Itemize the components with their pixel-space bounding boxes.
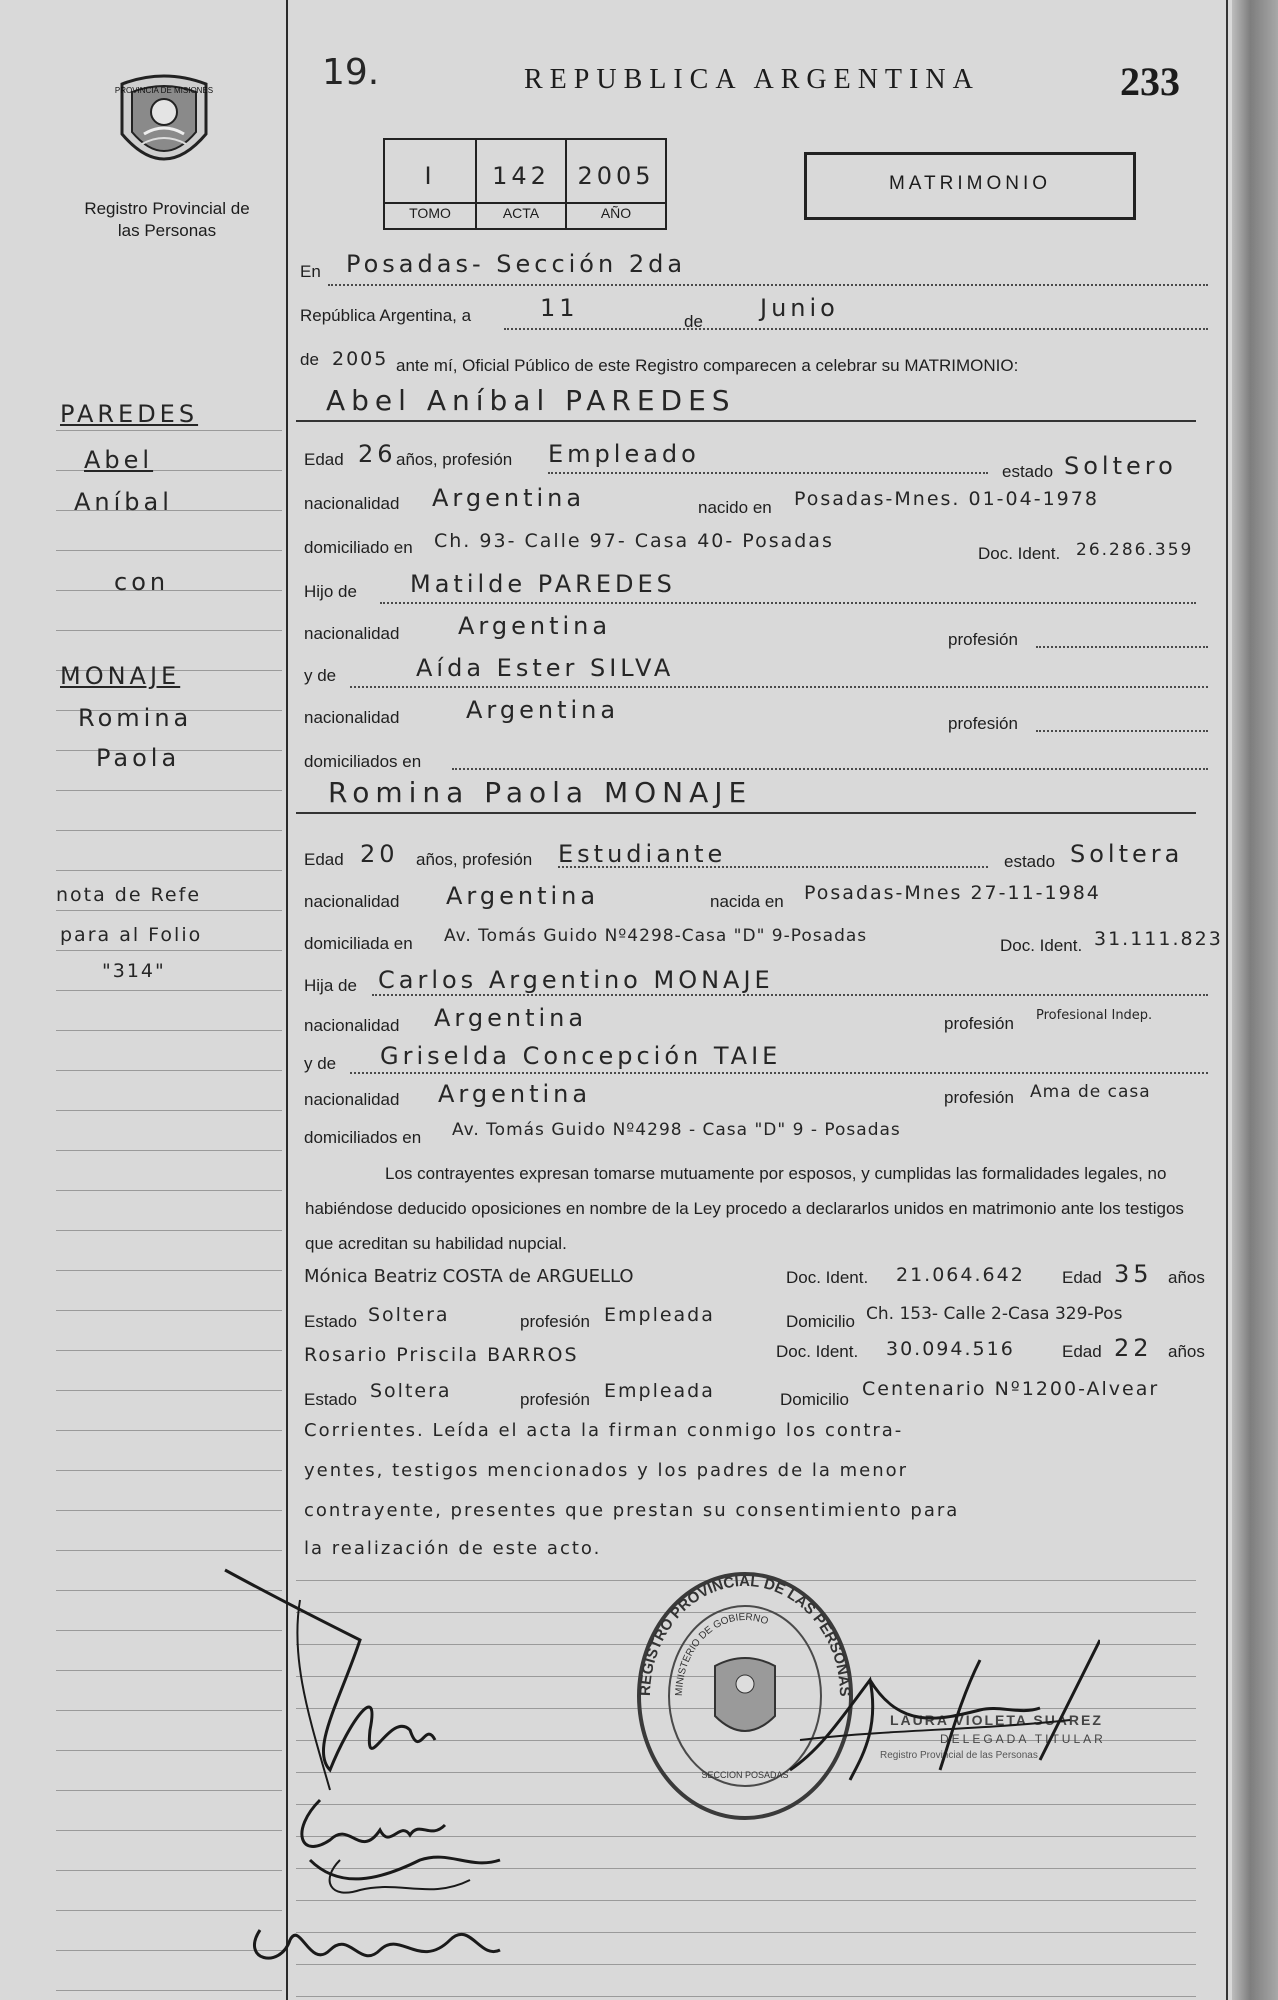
margin-surname-1: PAREDES — [60, 400, 199, 428]
margin-rule — [56, 1230, 282, 1231]
closing-line-1: Corrientes. Leída el acta la firman conmigo los contra- — [304, 1420, 904, 1441]
witness2-edad-label: Edad — [1062, 1342, 1102, 1361]
bride-hija-label: Hija de — [304, 976, 357, 995]
witness1-edad: 35 — [1114, 1260, 1153, 1288]
margin-rule — [56, 950, 282, 951]
groom-domiciliados-label: domiciliados en — [304, 752, 422, 771]
witness1-estado-label: Estado — [304, 1312, 357, 1331]
officer-name: LAURA VIOLETA SUAREZ — [890, 1712, 1103, 1728]
day-value: 11 — [540, 294, 579, 322]
bride-madre-nac: Argentina — [438, 1080, 592, 1108]
groom-padre-prof-label: profesión — [948, 630, 1018, 649]
tomo-label: TOMO — [409, 205, 451, 221]
bride-madre: Griselda Concepción TAIE — [380, 1042, 782, 1070]
groom-padre-nac-label: nacionalidad — [304, 624, 400, 643]
witness1-estado: Soltera — [368, 1304, 450, 1326]
margin-name-2b: Paola — [96, 744, 181, 772]
margin-rule — [56, 1470, 282, 1471]
bride-nac: Argentina — [446, 882, 600, 910]
witness2-doc-label: Doc. Ident. — [776, 1342, 859, 1361]
officer-subtitle: Registro Provincial de las Personas — [880, 1750, 1038, 1761]
bottom-rule — [296, 1996, 1196, 1997]
stamp-inner-text: MINISTERIO DE GOBIERNO — [673, 1611, 770, 1697]
bride-domiciliados-label: domiciliados en — [304, 1128, 422, 1147]
document-type: MATRIMONIO — [888, 173, 1052, 194]
witness1-anos-label: años — [1168, 1268, 1205, 1287]
margin-con: con — [114, 568, 170, 596]
tomo-value: I — [424, 162, 436, 190]
groom-profesion: Empleado — [548, 440, 700, 468]
closing-line-3: contrayente, presentes que prestan su consentimiento para — [304, 1500, 960, 1521]
bride-doc-label: Doc. Ident. — [1000, 936, 1083, 955]
bride-domiciliados: Av. Tomás Guido Nº4298 - Casa "D" 9 - Posadas — [452, 1120, 901, 1140]
acta-label: ACTA — [502, 205, 540, 221]
margin-rule — [56, 1070, 282, 1071]
margin-surname-2: MONAJE — [60, 662, 181, 690]
de-label: de — [684, 312, 703, 331]
officer-signature — [780, 1620, 1100, 1800]
margin-rule — [56, 1150, 282, 1151]
anio-value: 2005 — [577, 162, 655, 190]
groom-estado: Soltero — [1064, 452, 1177, 480]
groom-nacido: Posadas-Mnes. 01-04-1978 — [794, 488, 1099, 510]
bride-madre-prof: Ama de casa — [1030, 1082, 1151, 1102]
officer-title: DELEGADA TITULAR — [940, 1732, 1106, 1746]
groom-yde-label: y de — [304, 666, 337, 685]
stamp-round-text: REGISTRO PROVINCIAL DE LAS PERSONAS — [636, 1572, 854, 1697]
margin-rule — [56, 430, 282, 431]
acta-value: 142 — [492, 162, 550, 190]
bride-madre-prof-label: profesión — [944, 1088, 1014, 1107]
en-label: En — [300, 262, 321, 281]
margin-note-2: para al Folio — [60, 924, 203, 946]
bride-edad-label: Edad — [304, 850, 344, 869]
declaration-text: Los contrayentes expresan tomarse mutuamente por esposos, y cumplidas las formalidades legales, no habiéndose deducido oposiciones en nombre de la Ley procedo a declararlos unidos en matrimonio ante los testigos que acreditan su habilidad nupcial. — [305, 1164, 1184, 1253]
signatures-area — [220, 1560, 600, 1980]
margin-rule — [56, 1190, 282, 1191]
witness2-anos-label: años — [1168, 1342, 1205, 1361]
registry-reference-box — [383, 138, 667, 230]
witness2-edad: 22 — [1114, 1334, 1153, 1362]
margin-rule — [56, 790, 282, 791]
witness1-prof-label: profesión — [520, 1312, 590, 1331]
groom-madre-nac: Argentina — [466, 696, 620, 724]
year-prefix: de — [300, 350, 319, 369]
groom-nac-label: nacionalidad — [304, 494, 400, 513]
margin-rule — [56, 1110, 282, 1111]
groom-edad-label: Edad — [304, 450, 344, 469]
witness2-name: Rosario Priscila BARROS — [304, 1344, 579, 1366]
bride-nac-label: nacionalidad — [304, 892, 400, 911]
margin-rule — [56, 1350, 282, 1351]
margin-rule — [56, 870, 282, 871]
closing-line-2: yentes, testigos mencionados y los padres de la menor — [304, 1460, 909, 1481]
margin-note-1: nota de Refe — [56, 884, 202, 906]
witness2-doc: 30.094.516 — [886, 1338, 1015, 1360]
margin-rule — [56, 1270, 282, 1271]
bride-full-name: Romina Paola MONAJE — [328, 776, 753, 809]
groom-estado-label: estado — [1002, 462, 1054, 481]
witness1-edad-label: Edad — [1062, 1268, 1102, 1287]
bride-nacida: Posadas-Mnes 27-11-1984 — [804, 882, 1101, 904]
groom-nac: Argentina — [432, 484, 586, 512]
bride-estado-label: estado — [1004, 852, 1056, 871]
witness1-doc-label: Doc. Ident. — [786, 1268, 869, 1287]
svg-text:PROVINCIA DE MISIONES: PROVINCIA DE MISIONES — [114, 86, 214, 95]
bride-yde-label: y de — [304, 1054, 337, 1073]
bride-dom: Av. Tomás Guido Nº4298-Casa "D" 9-Posadas — [444, 926, 868, 946]
page-number: 233 — [1120, 59, 1180, 104]
bride-padre-prof: Profesional Indep. — [1036, 1008, 1153, 1023]
margin-rule — [56, 1510, 282, 1511]
groom-madre: Aída Ester SILVA — [416, 654, 675, 682]
document-type-box — [804, 152, 1136, 220]
witness2-dom-label: Domicilio — [780, 1390, 849, 1409]
groom-edad: 26 — [358, 440, 397, 468]
folio-mark: 19. — [322, 52, 380, 93]
witness2-domicilio: Centenario Nº1200-Alvear — [862, 1378, 1160, 1400]
registry-name: Registro Provincial de las Personas — [84, 199, 250, 240]
groom-padre-nac: Argentina — [458, 612, 612, 640]
witness1-name: Mónica Beatriz COSTA de ARGUELLO — [304, 1266, 634, 1287]
bride-anos-profesion-label: años, profesión — [416, 850, 533, 869]
witness2-estado: Soltera — [370, 1380, 452, 1402]
groom-hijo-label: Hijo de — [304, 582, 357, 601]
bride-profesion: Estudiante — [558, 840, 727, 868]
margin-rule — [56, 1310, 282, 1311]
groom-doc-label: Doc. Ident. — [978, 544, 1061, 563]
groom-full-name: Abel Aníbal PAREDES — [326, 384, 736, 417]
margin-rule — [56, 1430, 282, 1431]
witness1-dom-label: Domicilio — [786, 1312, 855, 1331]
groom-nacido-label: nacido en — [698, 498, 772, 517]
margin-rule — [56, 1550, 282, 1551]
margin-rule — [56, 550, 282, 551]
bride-doc: 31.111.823 — [1094, 928, 1223, 950]
book-edge — [1232, 0, 1278, 2000]
groom-madre-nac-label: nacionalidad — [304, 708, 400, 727]
margin-rule — [56, 910, 282, 911]
margin-name-2a: Romina — [78, 704, 193, 732]
republica-label: República Argentina, a — [300, 306, 472, 325]
margin-note-3: "314" — [102, 960, 166, 982]
right-border — [1226, 0, 1228, 2000]
witness1-domicilio: Ch. 153- Calle 2-Casa 329-Pos — [866, 1304, 1123, 1324]
bride-padre: Carlos Argentino MONAJE — [378, 966, 774, 994]
place-value: Posadas- Sección 2da — [346, 250, 687, 278]
anio-label: AÑO — [600, 205, 632, 221]
groom-dom-label: domiciliado en — [304, 538, 413, 557]
country-title: REPUBLICA ARGENTINA — [524, 64, 980, 95]
witness2-estado-label: Estado — [304, 1390, 357, 1409]
oficial-text: ante mí, Oficial Público de este Registro comparecen a celebrar su MATRIMONIO: — [396, 356, 1019, 375]
margin-name-1a: Abel — [84, 446, 154, 474]
bride-edad: 20 — [360, 840, 399, 868]
margin-rule — [56, 990, 282, 991]
bride-estado: Soltera — [1070, 840, 1184, 868]
closing-line-4: la realización de este acto. — [304, 1538, 602, 1559]
month-value: Junio — [760, 294, 839, 322]
margin-rule — [56, 1390, 282, 1391]
bride-padre-prof-label: profesión — [944, 1014, 1014, 1033]
margin-name-1b: Aníbal — [74, 488, 173, 516]
province-seal-icon — [114, 72, 214, 180]
bride-nacida-label: nacida en — [710, 892, 784, 911]
margin-rule — [56, 630, 282, 631]
witness1-doc: 21.064.642 — [896, 1264, 1025, 1286]
groom-madre-prof-label: profesión — [948, 714, 1018, 733]
bride-padre-nac-label: nacionalidad — [304, 1016, 400, 1035]
margin-rule — [56, 1030, 282, 1031]
groom-padre: Matilde PAREDES — [410, 570, 676, 598]
groom-dom: Ch. 93- Calle 97- Casa 40- Posadas — [434, 530, 834, 552]
witness2-profesion: Empleada — [604, 1380, 715, 1402]
bride-madre-nac-label: nacionalidad — [304, 1090, 400, 1109]
bride-padre-nac: Argentina — [434, 1004, 588, 1032]
margin-rule — [56, 830, 282, 831]
bride-dom-label: domiciliada en — [304, 934, 413, 953]
margin-rule — [56, 1990, 282, 1991]
witness2-prof-label: profesión — [520, 1390, 590, 1409]
groom-doc: 26.286.359 — [1076, 540, 1194, 560]
stamp-lower-text: SECCION POSADAS — [701, 1770, 789, 1780]
year-value: 2005 — [332, 348, 389, 370]
groom-anos-profesion-label: años, profesión — [396, 450, 513, 469]
witness1-profesion: Empleada — [604, 1304, 715, 1326]
